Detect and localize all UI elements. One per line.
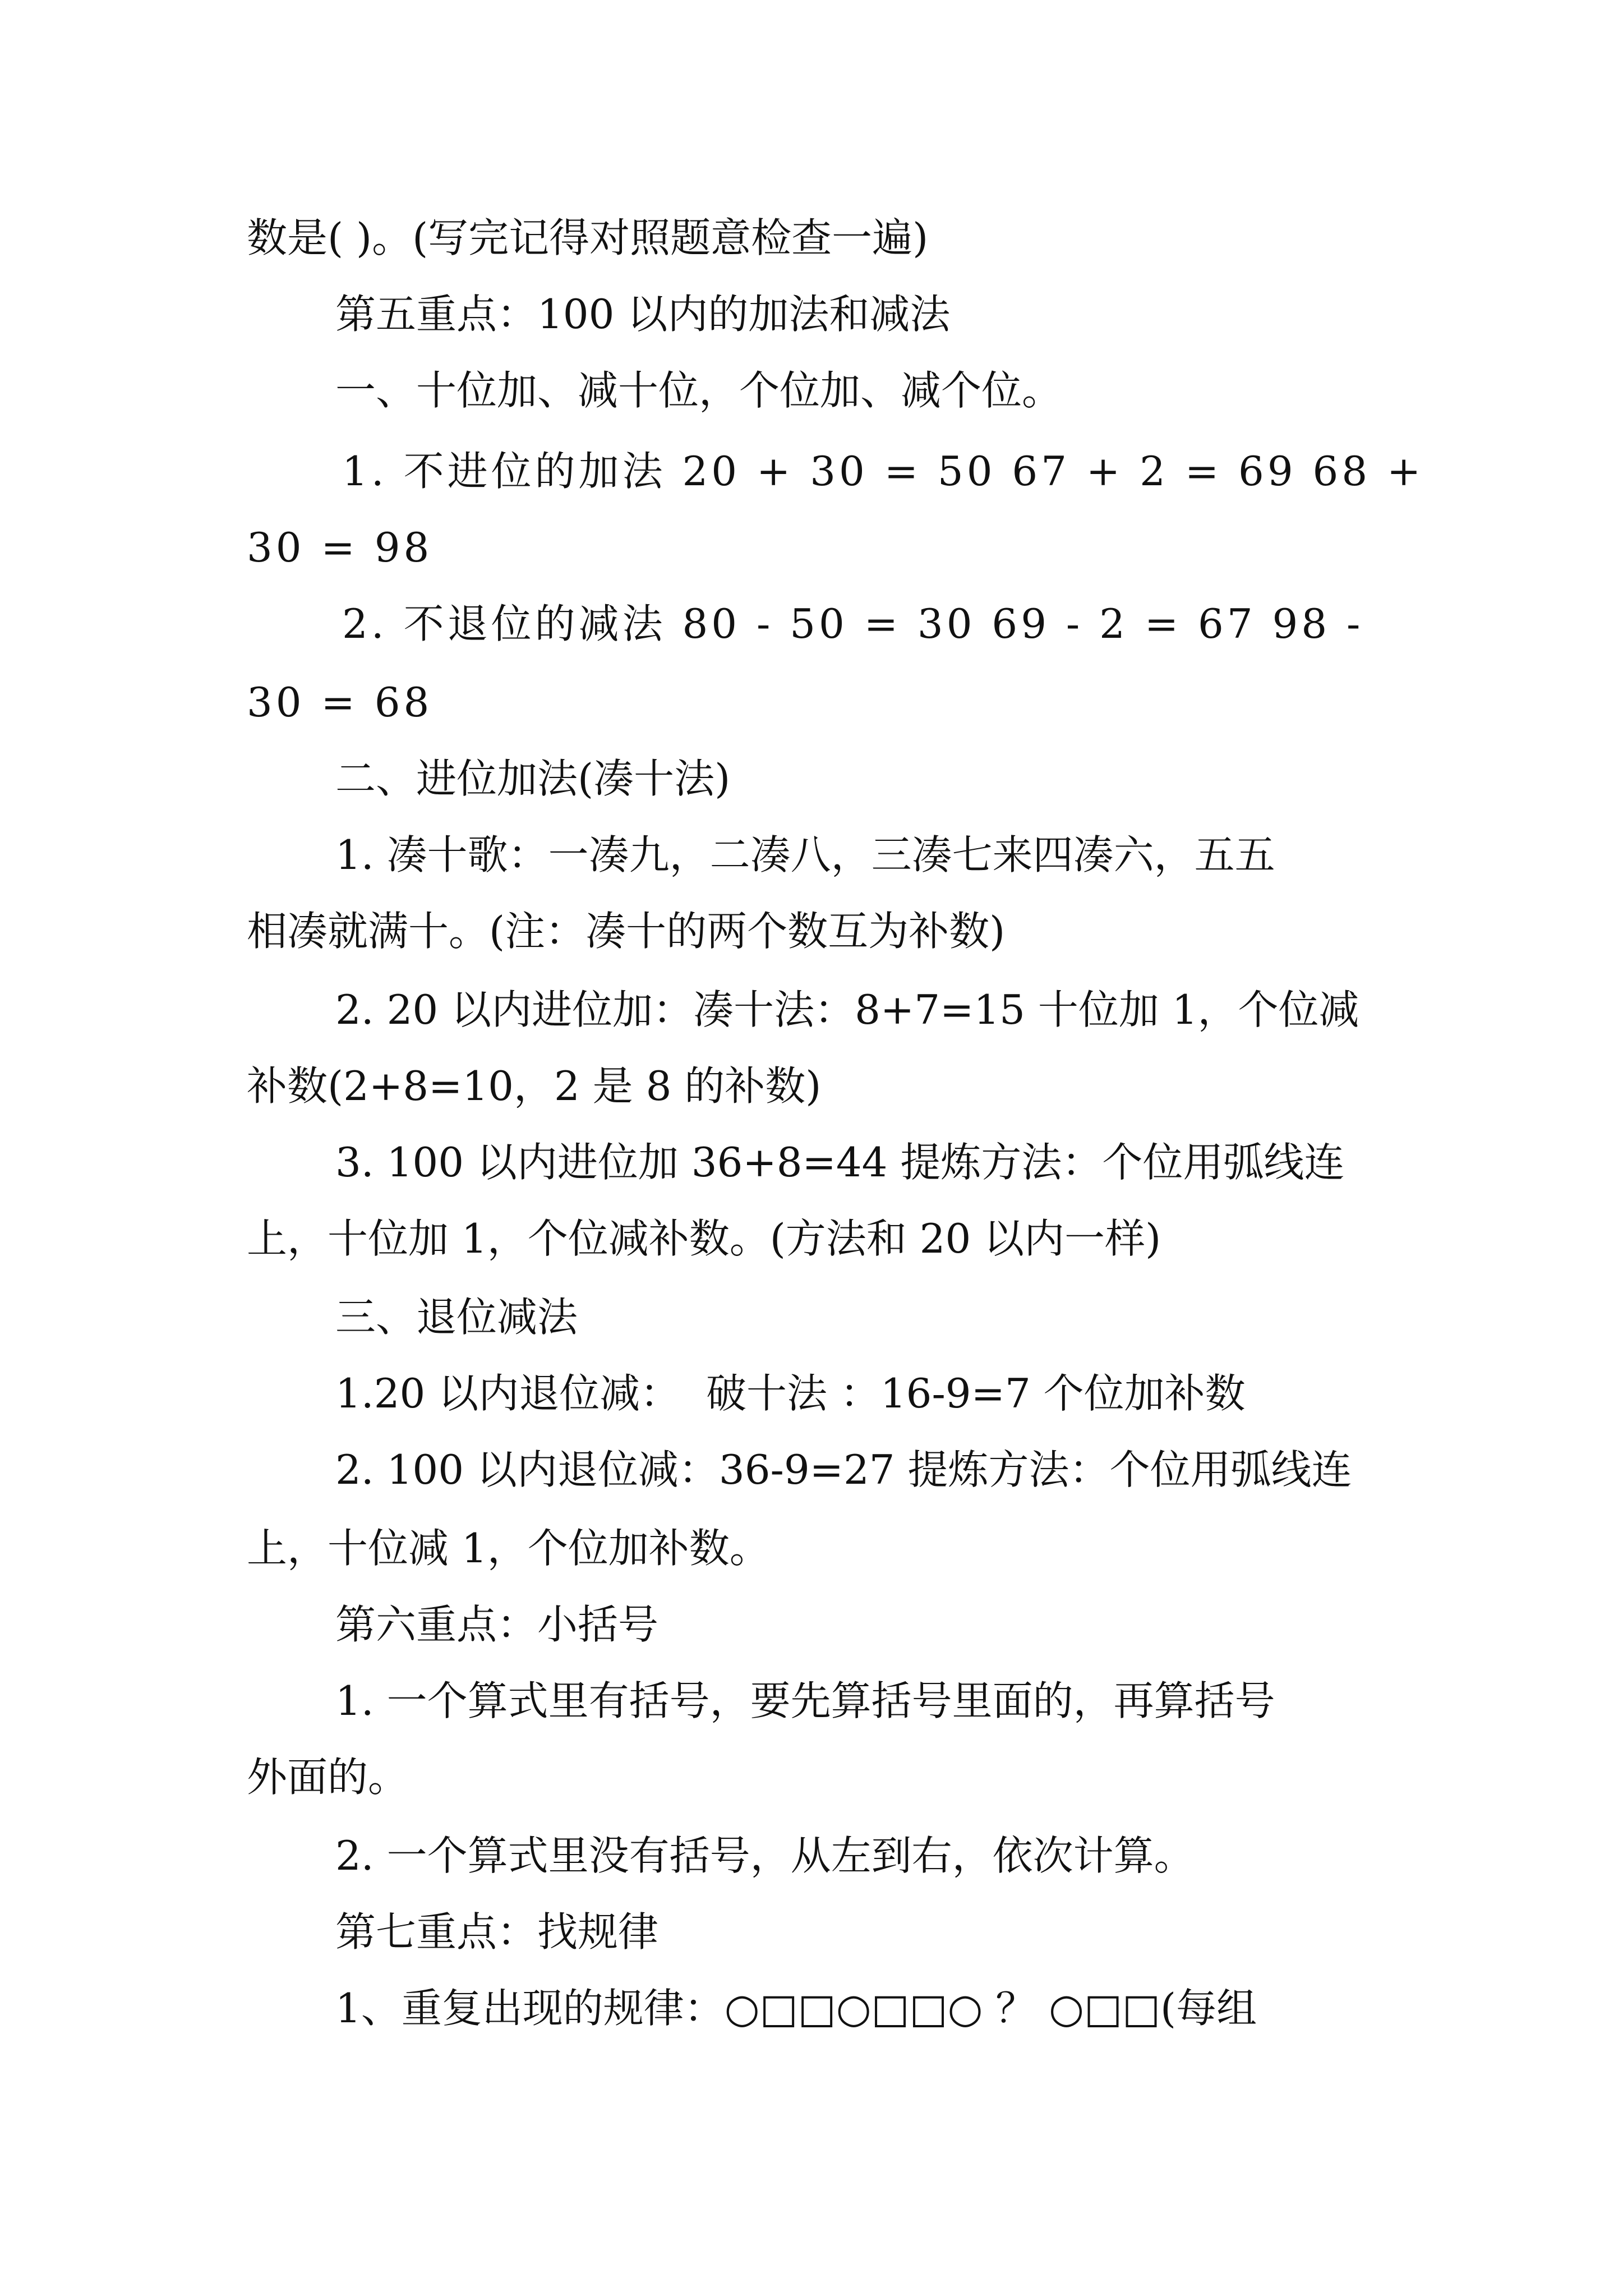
text-line: 30 = 68 (247, 679, 433, 726)
text-line: 外面的。 (247, 1754, 409, 1801)
text-line: 1、重复出现的规律：○□□○□□○ ？ ○□□(每组 (335, 1985, 1257, 2032)
text-line: 上，十位加 1，个位减补数。(方法和 20 以内一样) (247, 1215, 1161, 1262)
section-heading: 第七重点：找规律 (335, 1908, 659, 1955)
text-line: 1. 凑十歌：一凑九，二凑八，三凑七来四凑六，五五 (335, 831, 1275, 878)
subsection-heading: 二、进位加法(凑十法) (335, 755, 731, 802)
subsection-heading: 一、十位加、减十位，个位加、减个位。 (335, 367, 1063, 414)
text-line: 1. 一个算式里有括号，要先算括号里面的，再算括号 (335, 1677, 1275, 1724)
text-line: 2. 20 以内进位加：凑十法：8+7=15 十位加 1，个位减 (335, 986, 1359, 1033)
text-line: 补数(2+8=10，2 是 8 的补数) (247, 1062, 822, 1110)
text-line: 3. 100 以内进位加 36+8=44 提炼方法：个位用弧线连 (335, 1139, 1345, 1186)
text-line: 上，十位减 1，个位加补数。 (247, 1525, 770, 1572)
text-line: 1.20 以内退位减： 破十法 ：16-9=7 个位加补数 (335, 1370, 1246, 1417)
section-heading: 第五重点：100 以内的加法和减法 (335, 291, 951, 338)
text-line: 2. 100 以内退位减：36-9=27 提炼方法：个位用弧线连 (335, 1446, 1352, 1493)
text-line: 1. 不进位的加法 20 + 30 = 50 67 + 2 = 69 68 + (342, 448, 1424, 495)
subsection-heading: 三、退位减法 (335, 1294, 578, 1341)
text-line: 相凑就满十。(注：凑十的两个数互为补数) (247, 908, 1006, 955)
text-line: 数是( )。(写完记得对照题意检查一遍) (247, 214, 929, 261)
text-line: 2. 一个算式里没有括号，从左到右，依次计算。 (335, 1832, 1195, 1879)
text-line: 30 = 98 (247, 524, 433, 571)
section-heading: 第六重点：小括号 (335, 1601, 659, 1648)
text-line: 2. 不退位的减法 80 - 50 = 30 69 - 2 = 67 98 - (342, 600, 1364, 647)
